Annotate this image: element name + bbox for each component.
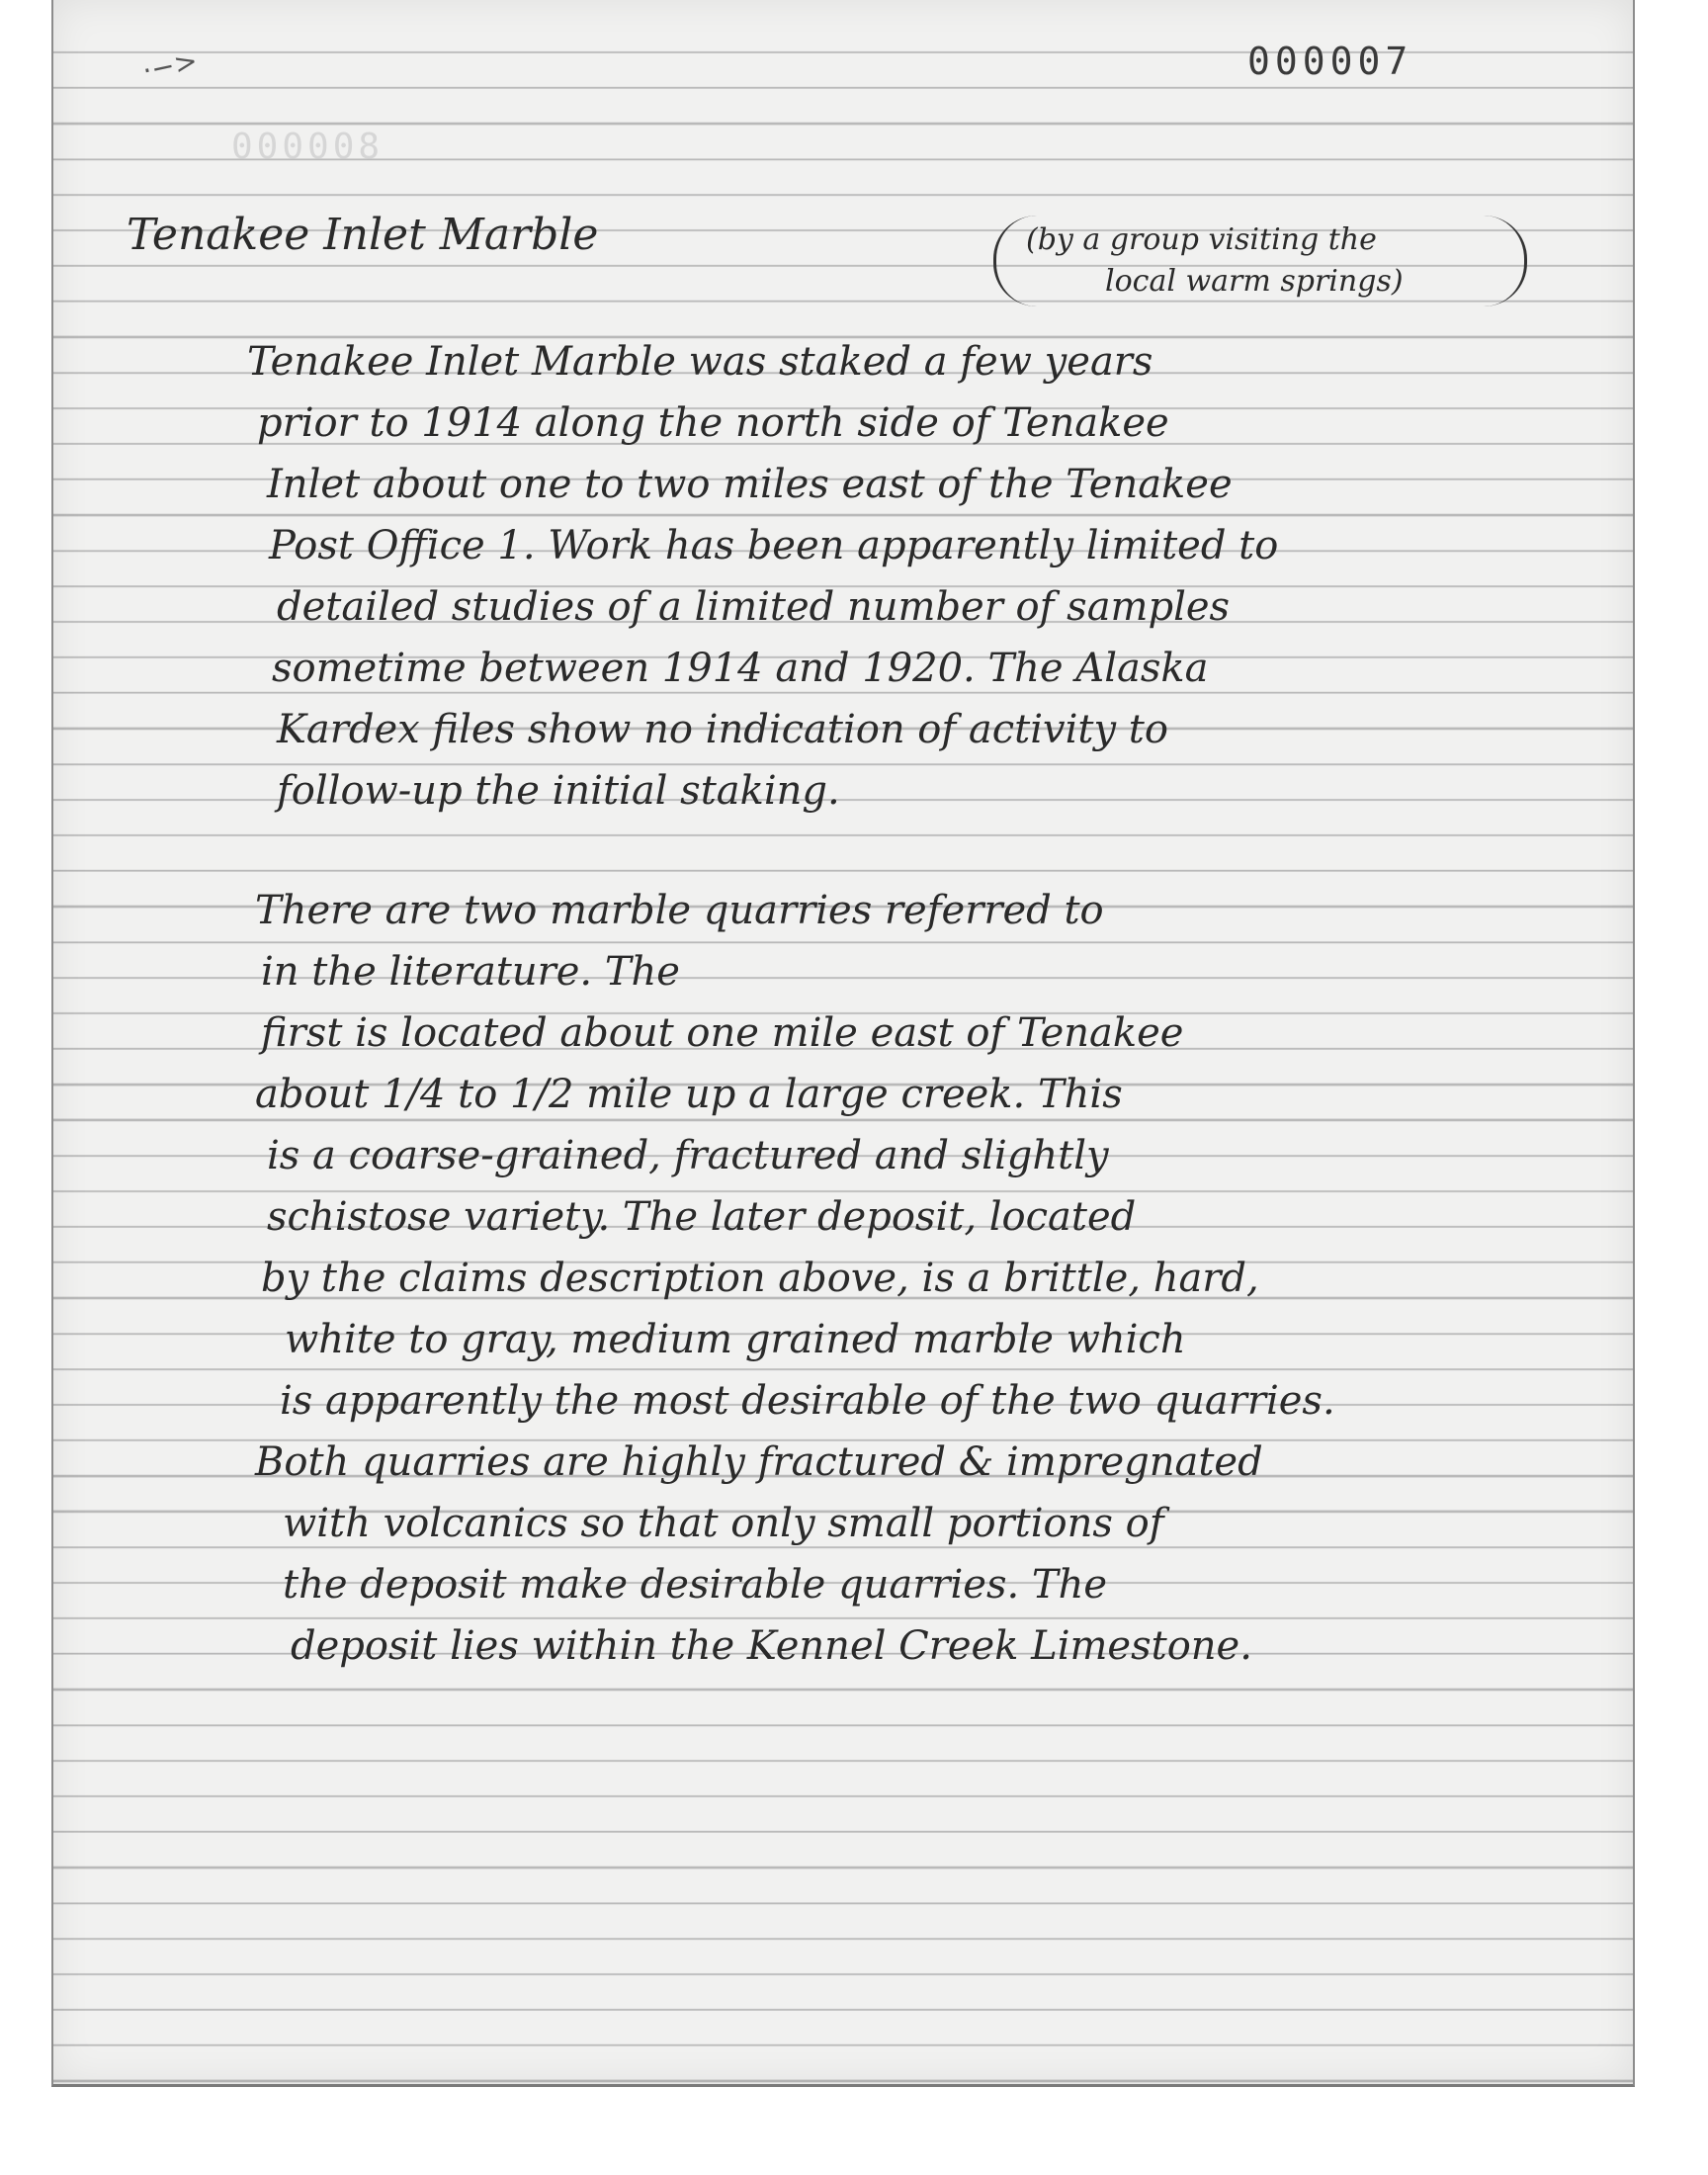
paragraph-2	[255, 880, 1335, 1677]
text-line: detailed studies of a limited number of samples	[277, 584, 1231, 630]
text-line: schistose variety. The later deposit, located	[267, 1194, 1137, 1240]
text-line: prior to 1914 along the north side of Tenakee	[257, 400, 1169, 446]
aside-note-line: (by a group visiting the	[1026, 222, 1377, 257]
scan-mark: ·−>	[139, 44, 201, 88]
text-line: Post Office 1. Work has been apparently limited to	[269, 523, 1279, 568]
text-line: white to gray, medium grained marble which	[285, 1317, 1186, 1362]
text-line: Kardex files show no indication of activity to	[277, 707, 1168, 752]
text-line: deposit lies within the Kennel Creek Limestone.	[291, 1623, 1252, 1669]
text-line: by the claims description above, is a brittle, hard,	[261, 1256, 1259, 1301]
aside-note	[993, 216, 1527, 306]
text-line: the deposit make desirable quarries. The	[283, 1562, 1108, 1608]
text-line: about 1/4 to 1/2 mile up a large creek. This	[255, 1072, 1123, 1117]
text-line: Tenakee Inlet Marble was staked a few years	[247, 339, 1153, 385]
aside-note-line: local warm springs)	[1105, 264, 1404, 299]
text-line: is a coarse-grained, fractured and slightly	[267, 1133, 1109, 1178]
text-line: with volcanics so that only small portions of	[283, 1501, 1164, 1546]
text-line: Inlet about one to two miles east of the Tenakee	[267, 462, 1233, 507]
document-number: 000007	[1247, 40, 1413, 83]
text-line: sometime between 1914 and 1920. The Alaska	[272, 646, 1209, 691]
text-line: There are two marble quarries referred to	[255, 888, 1104, 933]
page-title: Tenakee Inlet Marble	[127, 210, 599, 260]
text-line: follow-up the initial staking.	[277, 768, 840, 814]
faint-stamp-number: 000008	[231, 127, 384, 167]
text-line: is apparently the most desirable of the two quarries.	[280, 1378, 1335, 1424]
text-line: first is located about one mile east of Tenakee	[261, 1010, 1184, 1056]
text-line: in the literature. The	[261, 949, 680, 995]
paragraph-1	[247, 331, 1278, 822]
text-line: Both quarries are highly fractured & impregnated	[255, 1439, 1263, 1485]
